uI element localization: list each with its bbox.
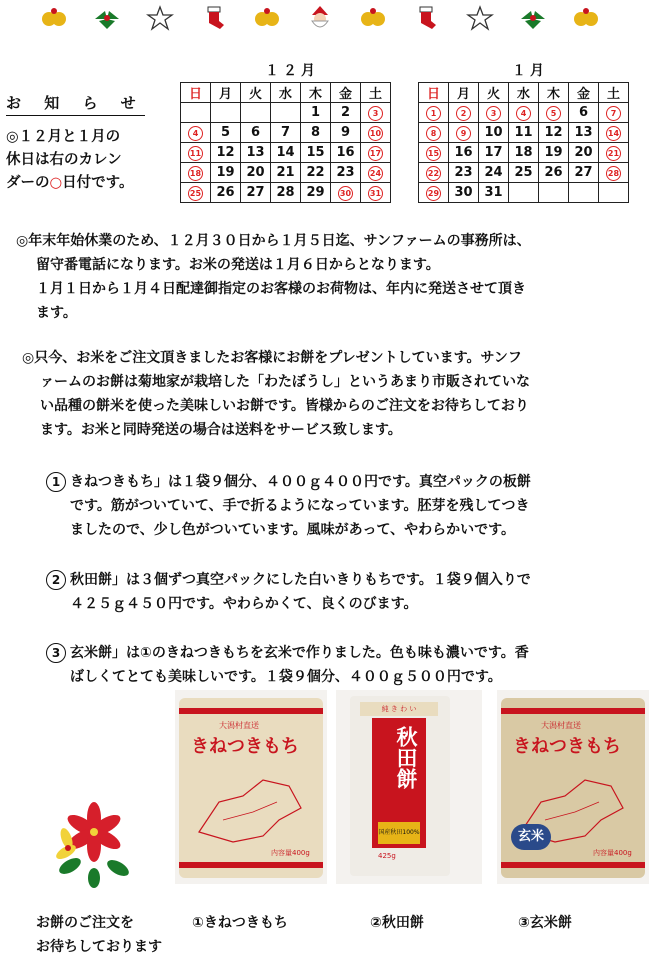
order-message-line1: お餅のご注文を	[36, 915, 134, 931]
calendar-day	[361, 123, 391, 143]
january-calendar	[418, 82, 629, 203]
weekday-header: 水	[271, 83, 301, 103]
weekday-header: 火	[241, 83, 271, 103]
holiday-date: 2	[456, 106, 471, 121]
calendar-week-row	[181, 183, 391, 203]
present-line: ◎只今、お米をご注文頂きましたお客様にお餅をプレゼントしています。サンフ	[22, 350, 522, 366]
calendar-day: 25	[509, 163, 539, 183]
holiday-date: 8	[426, 126, 441, 141]
calendar-day	[181, 103, 211, 123]
stocking-icon	[200, 5, 228, 31]
package-sub-label: 国産秋田100%	[378, 822, 420, 844]
calendar-day: 12	[211, 143, 241, 163]
calendar-day	[181, 143, 211, 163]
map-outline-icon	[193, 762, 309, 848]
weekday-header: 木	[539, 83, 569, 103]
photo-akitamochi	[336, 690, 482, 884]
holiday-circle-mark: ○	[49, 175, 63, 191]
calendar-day	[181, 163, 211, 183]
holiday-date: 29	[426, 186, 441, 201]
package-weight: 内容量400g	[271, 849, 310, 857]
star-icon	[146, 5, 174, 31]
item-number: 1	[46, 472, 66, 492]
calendar-day	[449, 103, 479, 123]
calendar-day: 19	[211, 163, 241, 183]
package-weight: 425g	[378, 852, 396, 860]
calendar-day	[599, 163, 629, 183]
calendar-day: 7	[271, 123, 301, 143]
item-kinetsukimochi	[46, 470, 652, 542]
item-line: ばしくてとても美味しいです。１袋９個分、４００ｇ５００円です。	[70, 669, 502, 685]
calendar-day: 13	[569, 123, 599, 143]
holiday-note-text: 日付です。	[62, 175, 134, 191]
package-label: 秋田餅	[394, 726, 419, 789]
package-small-label: 大潟村直送	[541, 721, 581, 730]
calendar-day	[241, 103, 271, 123]
calendar-day	[449, 123, 479, 143]
item-line: ４２５ｇ４５０円です。やわらかくて、良くのびます。	[70, 596, 418, 612]
decoration-row	[40, 4, 600, 32]
holiday-date: 24	[368, 166, 383, 181]
calendar-day	[599, 143, 629, 163]
calendar-day: 23	[449, 163, 479, 183]
present-line: ます。お米と同時発送の場合は送料をサービス致します。	[40, 422, 402, 438]
mochi-package	[350, 696, 450, 876]
calendar-day: 27	[241, 183, 271, 203]
present-line: ァームのお餅は菊地家が栽培した「わたぼうし」というあまり市販されていな	[40, 374, 530, 390]
calendar-day: 16	[449, 143, 479, 163]
photo-kinetsukimochi	[175, 690, 327, 884]
calendar-day: 2	[331, 103, 361, 123]
photo-genmaimochi	[497, 690, 649, 884]
calendar-day	[599, 123, 629, 143]
item-text: 秋田餅」は３個ずつ真空パックにした白いきりもちです。１袋９個入りで	[70, 572, 531, 588]
bell-icon	[572, 5, 600, 31]
item-line: です。筋がついていて、手で折るようになっています。胚芽を残してつき	[70, 498, 530, 514]
holiday-date: 1	[426, 106, 441, 121]
stocking-icon	[412, 5, 440, 31]
holiday-date: 3	[368, 106, 383, 121]
holly-icon	[93, 5, 121, 31]
notice-heading: お 知 ら せ	[6, 92, 145, 116]
item-line	[46, 568, 652, 592]
caption-kinetsukimochi: ①きねつきもち	[192, 915, 288, 931]
weekday-header: 水	[509, 83, 539, 103]
item-text: 玄米餅」は①のきねつきもちを玄米で作りました。色も味も濃いです。香	[70, 645, 529, 661]
weekday-header: 金	[331, 83, 361, 103]
label-stripe	[501, 708, 645, 714]
calendar-day: 9	[331, 123, 361, 143]
holiday-date: 21	[606, 146, 621, 161]
holiday-note-line	[6, 172, 176, 195]
label-stripe	[179, 862, 323, 868]
mochi-present-notice	[22, 346, 652, 442]
calendar-day: 20	[241, 163, 271, 183]
weekday-header: 月	[211, 83, 241, 103]
order-message-line2: お待ちしております	[36, 939, 162, 955]
calendar-day: 1	[301, 103, 331, 123]
calendar-day: 26	[539, 163, 569, 183]
calendar-week-row	[181, 163, 391, 183]
weekday-header: 月	[449, 83, 479, 103]
calendar-day	[539, 183, 569, 203]
calendar-day	[361, 163, 391, 183]
calendar-day: 22	[301, 163, 331, 183]
calendar-day: 6	[241, 123, 271, 143]
holiday-date: 22	[426, 166, 441, 181]
weekday-header: 日	[181, 83, 211, 103]
item-number: 2	[46, 570, 66, 590]
calendar-week-row	[419, 103, 629, 123]
calendar-day	[539, 103, 569, 123]
calendar-day: 26	[211, 183, 241, 203]
calendar-day: 10	[479, 123, 509, 143]
holiday-date: 17	[368, 146, 383, 161]
closure-line: ます。	[36, 305, 77, 321]
item-number: 3	[46, 643, 66, 663]
calendar-day: 20	[569, 143, 599, 163]
calendar-day	[331, 183, 361, 203]
calendar-week-row	[419, 123, 629, 143]
calendar-day	[361, 103, 391, 123]
package-label: きねつきもち	[191, 736, 299, 757]
package-weight: 内容量400g	[593, 849, 632, 857]
calendar-day	[599, 183, 629, 203]
holiday-date: 31	[368, 186, 383, 201]
calendar-day	[509, 183, 539, 203]
bell-icon	[253, 5, 281, 31]
calendar-day: 27	[569, 163, 599, 183]
calendar-day	[181, 183, 211, 203]
bell-icon	[40, 5, 68, 31]
calendar-day	[419, 163, 449, 183]
calendar-day	[419, 143, 449, 163]
december-calendar	[180, 82, 391, 203]
item-genmaimochi	[46, 641, 652, 689]
calendar-day: 18	[509, 143, 539, 163]
holiday-date: 30	[338, 186, 353, 201]
red-label	[372, 718, 426, 848]
holiday-date: 5	[546, 106, 561, 121]
star-icon	[466, 5, 494, 31]
calendar-day: 14	[271, 143, 301, 163]
weekday-header-row	[419, 83, 629, 103]
calendar-day: 15	[301, 143, 331, 163]
holiday-note-text: ダーの	[6, 175, 50, 191]
holiday-date: 3	[486, 106, 501, 121]
weekday-header: 火	[479, 83, 509, 103]
package-label: きねつきもち	[513, 736, 621, 757]
holiday-date: 25	[188, 186, 203, 201]
genmai-badge: 玄米	[511, 824, 551, 850]
calendar-day: 23	[331, 163, 361, 183]
calendar-day: 17	[479, 143, 509, 163]
mochi-package	[501, 698, 645, 878]
calendar-day: 28	[271, 183, 301, 203]
calendar-week-row	[181, 103, 391, 123]
package-small-label: 大潟村直送	[219, 721, 259, 730]
holiday-date: 9	[456, 126, 471, 141]
holiday-date: 18	[188, 166, 203, 181]
calendar-day	[419, 103, 449, 123]
item-line	[46, 641, 652, 665]
weekday-header: 木	[301, 83, 331, 103]
calendar-day	[569, 183, 599, 203]
holiday-date: 15	[426, 146, 441, 161]
calendar-week-row	[181, 123, 391, 143]
calendar-day: 11	[509, 123, 539, 143]
weekday-header: 日	[419, 83, 449, 103]
label-stripe	[501, 862, 645, 868]
calendar-day	[271, 103, 301, 123]
calendar-day	[361, 143, 391, 163]
calendar-day	[181, 123, 211, 143]
december-calendar-title: １２月	[265, 63, 319, 79]
item-line	[46, 470, 652, 494]
holiday-date: 4	[516, 106, 531, 121]
closure-notice	[16, 229, 652, 325]
calendar-week-row	[419, 183, 629, 203]
holiday-date: 11	[188, 146, 203, 161]
closure-line: 留守番電話になります。お米の発送は１月６日からとなります。	[36, 257, 440, 273]
holiday-date: 4	[188, 126, 203, 141]
calendar-day	[599, 103, 629, 123]
closure-line: １月１日から１月４日配達御指定のお客様のお荷物は、年内に発送させて頂き	[36, 281, 526, 297]
holiday-note-line: ◎１２月と１月の	[6, 129, 121, 145]
weekday-header: 土	[361, 83, 391, 103]
holiday-note-line: 休日は右のカレン	[6, 152, 122, 168]
package-small-label: 純 き わ い	[360, 702, 438, 716]
calendar-day: 13	[241, 143, 271, 163]
item-akitamochi	[46, 568, 652, 616]
santa-icon	[306, 5, 334, 31]
calendar-week-row	[181, 143, 391, 163]
holiday-note	[6, 126, 176, 195]
caption-akitamochi: ②秋田餅	[370, 915, 424, 931]
poinsettia-icon	[52, 796, 138, 888]
calendar-day: 31	[479, 183, 509, 203]
calendar-day	[509, 103, 539, 123]
caption-genmaimochi: ③玄米餅	[518, 915, 572, 931]
calendar-day: 29	[301, 183, 331, 203]
calendar-day: 24	[479, 163, 509, 183]
holiday-date: 7	[606, 106, 621, 121]
calendar-day	[419, 183, 449, 203]
weekday-header: 金	[569, 83, 599, 103]
calendar-day: 30	[449, 183, 479, 203]
label-stripe	[179, 708, 323, 714]
item-line: ましたので、少し色がついています。風味があって、やわらかいです。	[70, 522, 516, 538]
calendar-day: 5	[211, 123, 241, 143]
calendar-day	[479, 103, 509, 123]
bell-icon	[359, 5, 387, 31]
calendar-day: 8	[301, 123, 331, 143]
january-calendar-title: １月	[512, 63, 548, 79]
calendar-day: 16	[331, 143, 361, 163]
calendar-day: 21	[271, 163, 301, 183]
holiday-date: 10	[368, 126, 383, 141]
mochi-package	[179, 698, 323, 878]
calendar-week-row	[419, 163, 629, 183]
calendar-day	[419, 123, 449, 143]
calendar-day	[361, 183, 391, 203]
calendar-day: 6	[569, 103, 599, 123]
weekday-header: 土	[599, 83, 629, 103]
calendar-day: 19	[539, 143, 569, 163]
closure-line: ◎年末年始休業のため、１２月３０日から１月５日迄、サンファームの事務所は、	[16, 233, 531, 249]
calendar-week-row	[419, 143, 629, 163]
calendar-day	[211, 103, 241, 123]
present-line: い品種の餅米を使った美味しいお餅です。皆様からのご注文をお待ちしており	[40, 398, 529, 414]
item-text: きねつきもち」は１袋９個分、４００ｇ４００円です。真空パックの板餅	[70, 474, 531, 490]
weekday-header-row	[181, 83, 391, 103]
holiday-date: 28	[606, 166, 621, 181]
holiday-date: 14	[606, 126, 621, 141]
calendar-day: 12	[539, 123, 569, 143]
holly-icon	[519, 5, 547, 31]
